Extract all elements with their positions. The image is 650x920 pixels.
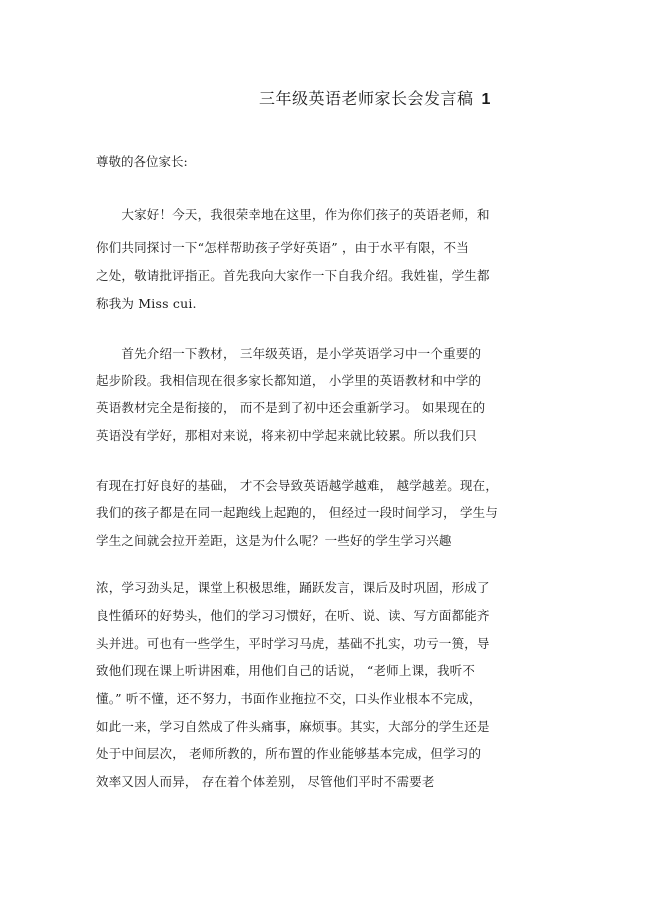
paragraph-line: 称我为 Miss cui. bbox=[96, 296, 197, 311]
paragraph-line: 之处，敬请批评指正。首先我向大家作一下自我介绍。我姓崔，学生都 bbox=[96, 268, 490, 283]
paragraph-line: 起步阶段。我相信现在很多家长都知道， 小学里的英语教材和中学的 bbox=[96, 373, 482, 388]
paragraph-line: 头并进。可也有一些学生，平时学习马虎，基础不扎实，功亏一篑，导 bbox=[96, 636, 490, 651]
title-number: 1 bbox=[481, 91, 491, 108]
paragraph-line: 良性循环的好势头，他们的学习习惯好，在听、说、读、写方面都能齐 bbox=[96, 608, 490, 623]
paragraph-line: 致他们现在课上听讲困难，用他们自己的话说， “老师上课，我听不 bbox=[96, 663, 476, 678]
paragraph-line: 大家好！今天，我很荣幸地在这里，作为你们孩子的英语老师，和 bbox=[96, 207, 490, 222]
paragraph-line: 懂。” 听不懂，还不努力，书面作业拖拉不交，口头作业根本不完成， bbox=[96, 691, 482, 706]
paragraph-line: 浓，学习劲头足，课堂上积极思维，踊跃发言，课后及时巩固，形成了 bbox=[96, 580, 490, 595]
paragraph-line: 有现在打好良好的基础， 才不会导致英语越学越难， 越学越差。现在， bbox=[96, 478, 499, 493]
paragraph-line: 我们的孩子都是在同一起跑线上起跑的， 但经过一段时间学习， 学生与 bbox=[96, 505, 499, 520]
paragraph-line: 首先介绍一下教材， 三年级英语，是小学英语学习中一个重要的 bbox=[96, 346, 482, 361]
paragraph-line: 英语教材完全是衔接的， 而不是到了初中还会重新学习。 如果现在的 bbox=[96, 400, 486, 415]
salutation: 尊敬的各位家长: bbox=[96, 154, 188, 169]
paragraph-line: 如此一来，学习自然成了件头痛事，麻烦事。其实，大部分的学生还是 bbox=[96, 719, 490, 734]
paragraph-line: 效率又因人而异， 存在着个体差别， 尽管他们平时不需要老 bbox=[96, 774, 435, 789]
paragraph-line: 英语没有学好，那相对来说，将来初中学起来就比较累。所以我们只 bbox=[96, 428, 478, 443]
paragraph-line: 学生之间就会拉开差距，这是为什么呢？一些好的学生学习兴趣 bbox=[96, 533, 452, 548]
paragraph-line: 处于中间层次， 老师所教的，所布置的作业能够基本完成，但学习的 bbox=[96, 746, 482, 761]
paragraph-line: 你们共同探讨一下“怎样帮助孩子学好英语” ，由于水平有限，不当 bbox=[96, 240, 469, 255]
title-text: 三年级英语老师家长会发言稿 bbox=[259, 89, 474, 108]
document-title bbox=[0, 86, 650, 109]
